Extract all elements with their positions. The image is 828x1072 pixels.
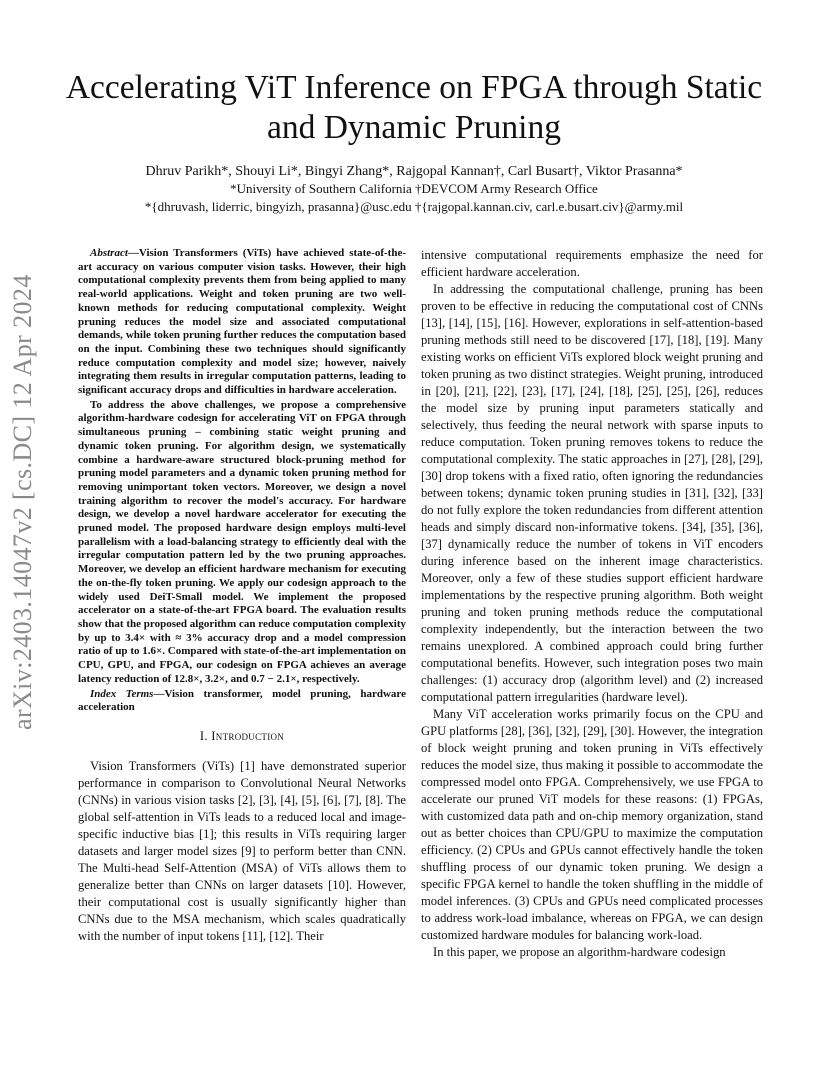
affiliations: *University of Southern California †DEVCOM Army Research Office [230,181,598,196]
right-column [421,247,763,961]
right-paragraph-0: intensive computational requirements emphasize the need for efficient hardware acceleration. [421,248,763,279]
arxiv-stamp: arXiv:2403.14047v2 [cs.DC] 12 Apr 2024 [8,274,37,730]
paper-title [40,68,788,148]
abstract-text-1: —Vision Transformers (ViTs) have achieved state-of-the-art accuracy on various computer vision tasks. However, their high computational complexity prevents them from being applied to many real-world applications. Weight and token pruning are two well-known methods for reducing computational complexity. Weight pruning reduces the model size and associated computational demands, while token pruning further reduces the computation based on the input. Combining these two techniques should significantly reduce computation complexity and model size; however, naively integrating them results in irregular computation patterns, leading to significant accuracy drops and difficulties in hardware acceleration. [78,247,406,397]
right-paragraph-3: In this paper, we propose an algorithm-hardware codesign [433,945,726,959]
author-list: Dhruv Parikh*, Shouyi Li*, Bingyi Zhang*, Rajgopal Kannan†, Carl Busart†, Viktor Prasanna* [145,164,683,179]
index-terms [78,688,406,715]
intro-paragraph-1: Vision Transformers (ViTs) [1] have demonstrated superior performance in comparison to Convolutional Neural Networks (CNNs) in various vision tasks [2], [3], [4], [5], [6], [7], [8]. The global self-attention in ViTs leads to a reduced local and image-specific inductive bias [1]; this results in ViTs requiring larger datasets and larger model sizes [9] to perform better than CNN. The Multi-head Self-Attention (MSA) of ViTs allows them to generalize better than CNNs on larger datasets [10]. However, their computational cost is usually significantly higher than CNNs due to the MSA mechanism, which scales quadratically with the number of input tokens [11], [12]. Their [78,758,406,943]
title-line-2: and Dynamic Pruning [266,109,561,146]
index-terms-lead: Index Terms [90,687,154,700]
abstract-paragraph-1 [78,247,406,398]
author-emails: *{dhruvash, liderric, bingyizh, prasanna}@usc.edu †{rajgopal.kannan.civ, carl.e.busart.civ}@army.mil [144,199,684,214]
section-heading-introduction: I. Introduction [199,728,285,743]
abstract [78,247,406,687]
right-paragraph-2: Many ViT acceleration works primarily focus on the CPU and GPU platforms [28], [36], [32], [29], [30]. However, the integration of block weight pruning and token pruning in ViTs effectively reduces the model size, thus making it possible to accommodate the compressed model onto FPGA. Comprehensively, we use FPGA to accelerate our pruned ViT models for these reasons: (1) FPGAs, with customized data path and on-chip memory organization, stand out as better choices than CPU/GPU to maximize the computation efficiency. (2) CPUs and GPUs cannot effectively handle the token shuffling process of our dynamic token pruning. We design a specific FPGA kernel to handle the token shuffling in the middle of model inferences. (3) CPUs and GPUs need complicated processes to address work-load imbalance, whereas on FPGA, we can design customized hardware modules for balancing work-load. [421,707,763,942]
right-paragraph-1: In addressing the computational challenge, pruning has been proven to be effective in reducing the computational cost of CNNs [13], [14], [15], [16]. However, explorations in self-attention-based pruning methods still need to be discovered [17], [18], [19]. Many existing works on efficient ViTs explored block weight pruning and token pruning as two distinct strategies. Weight pruning, introduced in [20], [21], [22], [23], [17], [24], [18], [25], [25], [26], reduces the model size by pruning input parameters statically and selectively, thus feeding the neural network with sparse inputs to reduce computation. Token pruning removes tokens to reduce the computational complexity. The static approaches in [27], [28], [29], [30] drop tokens with a fixed ratio, often ignoring the redundancies between tokens; dynamic token pruning studies in [31], [32], [33] do not fully explore the token redundancies from different attention heads and simply discard non-informative tokens. [34], [35], [36], [37] dynamically reduce the number of tokens in ViT encoders during inference based on the inherent image characteristics. Moreover, only a few of these studies support efficient hardware implementations by the respective pruning algorithm. Both weight pruning and token pruning methods reduce the computational complexity independently, but the interaction between the two remains unexplored. A combined approach could bring further computational benefits. However, such integration poses two main challenges: (1) accuracy drop (algorithm level) and (2) increased computational pattern irregularities (hardware level). [421,282,763,704]
abstract-paragraph-2: To address the above challenges, we propose a comprehensive algorithm-hardware codesign for accelerating ViT on FPGA through simultaneous pruning – combining static weight pruning and dynamic token pruning. For algorithm design, we systematically combine a hardware-aware structured block-pruning method for pruning model parameters and a dynamic token pruning method for removing unimportant token vectors. Moreover, we design a novel training algorithm to recover the model's accuracy. For hardware design, we develop a novel hardware accelerator for executing the pruned model. The proposed hardware design employs multi-level parallelism with a load-balancing strategy to efficiently deal with the irregular computation pattern led by the two pruning approaches. Moreover, we develop an efficient hardware mechanism for executing the on-the-fly token pruning. We apply our codesign approach to the widely used DeiT-Small model. We implement the proposed accelerator on a state-of-the-art FPGA board. The evaluation results show that the proposed algorithm can reduce computation complexity by up to 3.4× with ≈ 3% accuracy drop and a model compression ratio of up to 1.6×. Compared with state-of-the-art implementation on CPU, GPU, and FPGA, our codesign on FPGA achieves an average latency reduction of 12.8×, 3.2×, and 0.7 − 2.1×, respectively. [78,398,406,685]
index-terms-text: —Vision transformer, model pruning, hardware acceleration [78,687,406,714]
abstract-lead: Abstract [90,247,128,259]
left-column [78,247,406,945]
title-line-1: Accelerating ViT Inference on FPGA through Static [65,69,763,106]
